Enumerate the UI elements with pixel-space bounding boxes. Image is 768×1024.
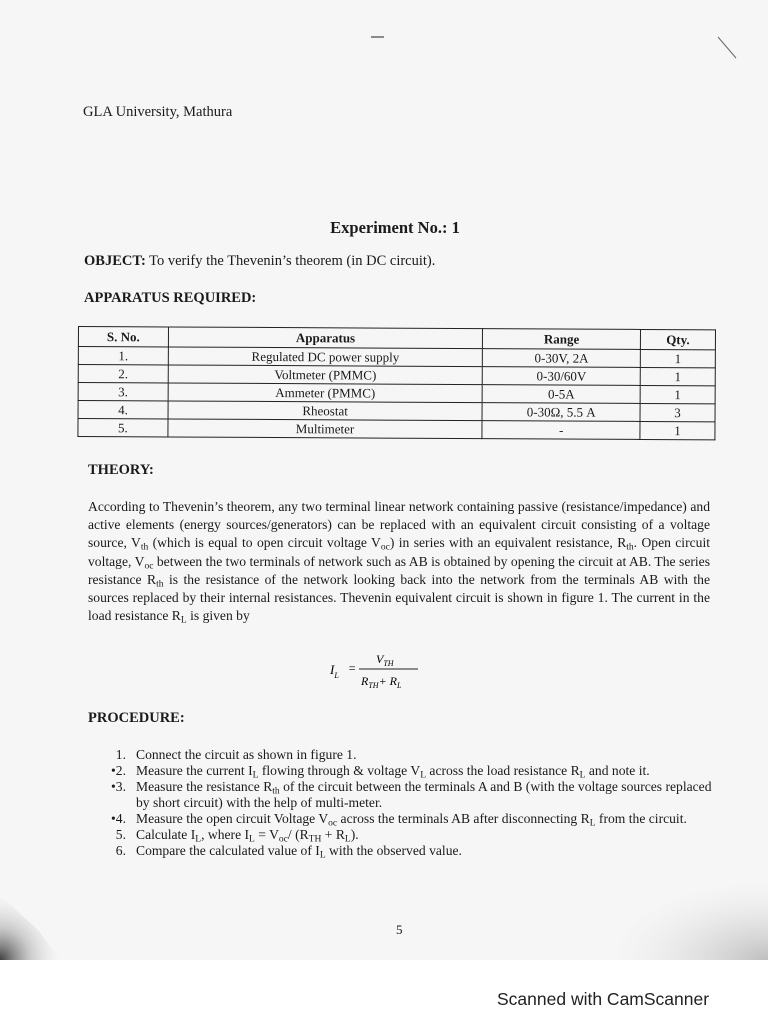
university-header: GLA University, Mathura	[83, 104, 233, 120]
cell-apparatus: Regulated DC power supply	[168, 347, 483, 367]
cell-apparatus: Multimeter	[168, 419, 483, 439]
page-number: 5	[396, 922, 403, 937]
cell-apparatus: Voltmeter (PMMC)	[168, 365, 483, 385]
cell-qty: 1	[640, 349, 715, 367]
formula-lhs: $I_L$	[330, 662, 339, 680]
formula-numerator: $V_{TH}$	[376, 652, 394, 668]
step-text: Connect the circuit as shown in figure 1.	[136, 747, 357, 762]
step-text: Compare the calculated value of $I_L$ with the observed value.	[136, 843, 462, 861]
experiment-title: Experiment No.: 1	[330, 218, 460, 237]
step-text: Measure the open circuit Voltage $V_{oc}$ across the terminals AB after disconnecting $R_L$ from the circuit.	[136, 811, 687, 829]
procedure-step	[106, 827, 718, 843]
cell-range: 0-30V, 2A	[483, 349, 641, 368]
step-number: •3.	[111, 779, 126, 794]
step-number: •2.	[111, 763, 126, 778]
cell-range: 0-30/60V	[483, 367, 641, 386]
procedure-step	[106, 843, 718, 859]
cell-qty: 1	[640, 421, 715, 439]
cell-range: 0-5A	[482, 385, 640, 404]
step-text: Calculate $I_L$, where $I_L = V_{oc}/$ $(R_{TH} + R_L)$.	[136, 827, 359, 845]
procedure-step	[106, 779, 718, 811]
cell-qty: 3	[640, 403, 715, 421]
procedure-steps	[106, 747, 718, 859]
cell-qty: 1	[640, 367, 715, 385]
apparatus-heading: APPARATUS REQUIRED:	[84, 290, 257, 306]
col-header-sno: S. No.	[78, 327, 168, 347]
step-text: Measure the current $I_L$ flowing through & voltage $V_L$ across the load resistance $R_L$ and note it.	[136, 763, 650, 781]
cell-sno: 5.	[78, 419, 168, 437]
cell-range: -	[482, 421, 640, 440]
step-number: •4.	[111, 811, 126, 826]
procedure-step	[106, 763, 718, 779]
step-text: Measure the resistance $R_{th}$ of the circuit between the terminals A and B (with the voltage sources replaced by short circuit) with the help of multi-meter.	[136, 779, 712, 810]
cell-qty: 1	[640, 385, 715, 403]
cell-range: 0-30Ω, 5.5 A	[482, 403, 640, 422]
formula-equals: =	[348, 661, 357, 675]
apparatus-table	[77, 326, 716, 440]
formula-denominator: $R_{TH}+ R_L$	[361, 674, 402, 690]
thevenin-current-formula	[330, 648, 430, 693]
col-header-qty: Qty.	[640, 329, 715, 349]
table-row	[78, 419, 715, 440]
cell-sno: 4.	[78, 401, 168, 419]
step-number: 5.	[115, 827, 126, 842]
object-text: To verify the Thevenin’s theorem (in DC circuit).	[149, 253, 436, 269]
step-number: 1.	[115, 747, 126, 762]
cell-apparatus: Rheostat	[168, 401, 483, 421]
procedure-heading: PROCEDURE:	[88, 710, 185, 726]
procedure-step	[106, 747, 718, 763]
step-number: 6.	[115, 843, 126, 858]
col-header-apparatus: Apparatus	[168, 327, 483, 349]
col-header-range: Range	[483, 329, 641, 350]
object-label: OBJECT:	[84, 253, 146, 269]
theory-paragraph: According to Thevenin’s theorem, any two terminal linear network containing passive (resistance/impedance) and active elements (energy sources/generators) can be replaced with an equivalent circuit consisting of a voltage source, $V_{th}$ (which is equal to open circuit voltage $V_{oc}$) in series with an equivalent resistance, $R_{th}$. Open circuit voltage, $V_{oc}$ between the two terminals of network such as AB is obtained by opening the circuit at AB. The series resistance $R_{th}$ is the resistance of the network looking back into the network from the terminals AB with the sources replaced by their internal resistances. Thevenin equivalent circuit is shown in figure 1. The current in the load resistance $R_L$ is given by	[88, 499, 710, 626]
cell-sno: 3.	[78, 383, 168, 401]
cell-sno: 2.	[78, 365, 168, 383]
object-line	[84, 253, 435, 270]
theory-heading: THEORY:	[88, 462, 154, 478]
cell-apparatus: Ammeter (PMMC)	[168, 383, 483, 403]
camscanner-watermark: Scanned with CamScanner	[497, 989, 710, 1009]
cell-sno: 1.	[78, 347, 168, 365]
procedure-step	[106, 811, 718, 827]
